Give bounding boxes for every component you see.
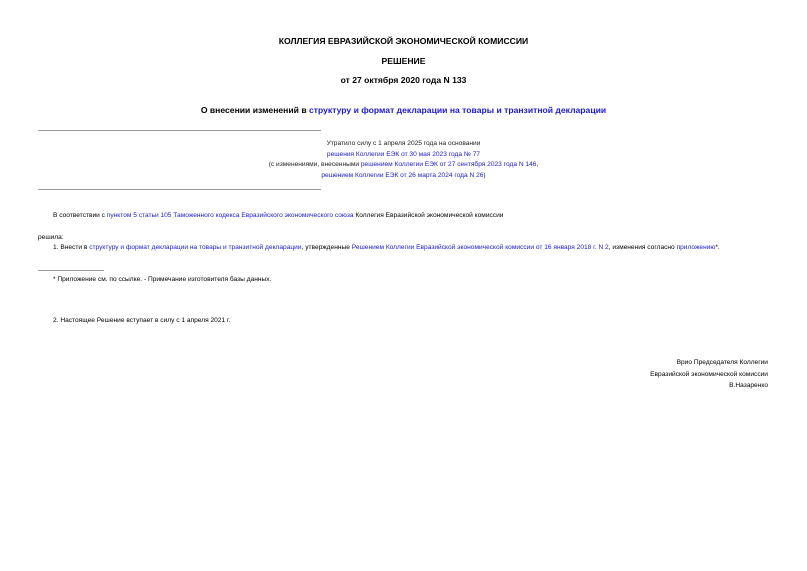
signatory-position-2: Евразийской экономической комиссии <box>650 370 768 378</box>
preamble-prefix: В соответствии с <box>53 212 107 219</box>
preamble-paragraph <box>53 211 503 221</box>
amendments-close: ) <box>483 171 486 179</box>
status-bottom-rule <box>38 189 321 190</box>
signature-block <box>650 357 768 392</box>
footnote-rule <box>38 270 104 271</box>
document-date-number: от 27 октября 2020 года N 133 <box>340 75 467 85</box>
item-1-suffix: *. <box>715 244 720 251</box>
document-title <box>0 105 807 116</box>
footnote: * Приложение см. по ссылке. - Примечание изготовителя базы данных. <box>53 276 272 283</box>
status-line-3 <box>200 160 607 171</box>
amendment-link-26[interactable]: решением Коллегии ЕЭК от 26 марта 2024 года N 26 <box>321 171 484 179</box>
preamble-suffix: Коллегия Евразийской экономической комиссии <box>353 212 504 219</box>
status-top-rule <box>38 130 321 131</box>
signatory-position-1: Врио Председателя Коллегии <box>676 359 768 366</box>
item-2-paragraph: 2. Настоящее Решение вступает в силу с 1 апреля 2021 г. <box>53 317 231 324</box>
status-note <box>200 139 607 181</box>
customs-code-link[interactable]: пунктом 5 статьи 105 Таможенного кодекса Евразийского экономического союза <box>106 212 354 219</box>
title-prefix: О внесении изменений в <box>200 105 309 115</box>
document-kind: РЕШЕНИЕ <box>381 56 426 66</box>
item-1-prefix: 1. Внести в <box>53 244 90 251</box>
title-link[interactable]: структуру и формат декларации на товары и транзитной декларации <box>309 105 607 115</box>
signatory-name: В.Назаренко <box>729 382 768 389</box>
decision-2018-link[interactable]: Решением Коллегии Евразийской экономической комиссии от 16 января 2018 г. N 2 <box>351 244 609 251</box>
item-1-paragraph <box>38 243 768 253</box>
status-line-4 <box>200 171 607 182</box>
amendments-comma: , <box>536 161 539 168</box>
issuing-body: КОЛЛЕГИЯ ЕВРАЗИЙСКОЙ ЭКОНОМИЧЕСКОЙ КОМИССИИ <box>278 36 529 46</box>
item-1-mid2: , изменения согласно <box>608 244 677 251</box>
status-line-1: Утратило силу с 1 апреля 2025 года на основании <box>326 140 481 147</box>
annex-link[interactable]: приложению <box>676 244 716 251</box>
item-1-mid: , утвержденные <box>301 244 352 251</box>
amendments-prefix: (с изменениями, внесенными <box>268 161 361 168</box>
structure-format-link[interactable]: структуру и формат декларации на товары и транзитной декларации <box>89 244 302 251</box>
status-line-2 <box>200 150 607 161</box>
resolved-label: решила: <box>38 234 64 241</box>
amendment-link-146[interactable]: решением Коллегии ЕЭК от 27 сентября 2023 года N 146 <box>360 161 537 168</box>
repeal-decision-link[interactable]: решения Коллегии ЕЭК от 30 мая 2023 года № 77 <box>326 150 481 158</box>
